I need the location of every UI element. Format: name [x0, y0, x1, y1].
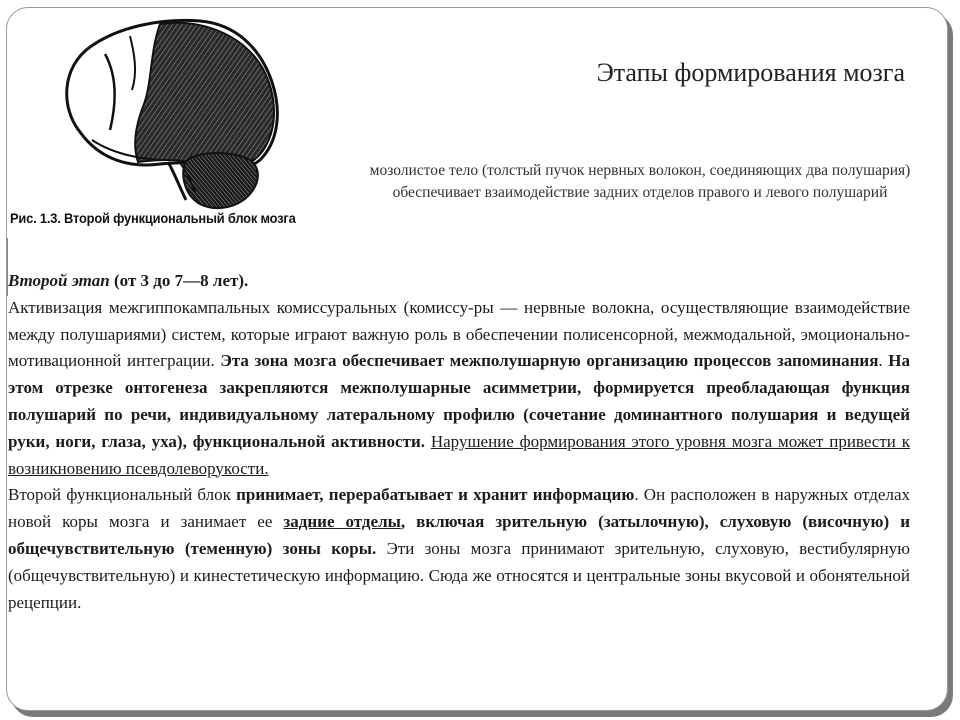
brain-figure	[10, 12, 340, 237]
stage-heading	[8, 268, 910, 295]
stage-period: (от 3 до 7—8 лет).	[109, 271, 249, 290]
main-text	[8, 268, 910, 616]
figure-caption: Рис. 1.3. Второй функциональный блок мозга	[10, 210, 296, 226]
p1-bold-1: Эта зона мозга обеспечивает межполушарную организацию процессов запоминания	[220, 351, 879, 371]
paragraph-2	[8, 482, 910, 616]
p2-bold-2: , включая зрительную (затылочную), слуховую (височную) и общечувствительную (теменную) зоны коры.	[8, 512, 910, 558]
p1-underlined: Нарушение формирования этого уровня мозга может привести к возникновению псевдолеворукости.	[8, 431, 910, 478]
p1-bold-2: На этом отрезке онтогенеза закрепляются межполушарные асимметрии, формируется преобладающая функция полушарий по речи, индивидуальному латеральному профилю (сочетание доминантного полушария и ведущей руки, ноги, глаза, уха), функциональной активности.	[8, 351, 910, 451]
p1-text-2: .	[878, 351, 889, 371]
p1-text-1: Активизация межгиппокампальных комиссуральных (комиссу-ры — нервные волокна, осуществляющие взаимодействие между полушариями) систем, которые играют важную роль в обеспечении полисенсорной, межмодальной, эмоционально-мотивационной интеграции.	[8, 297, 910, 371]
page-title: Этапы формирования мозга	[596, 58, 905, 87]
p2-bold-1: принимает, перерабатывает и хранит информацию	[236, 485, 635, 505]
corpus-callosum-note: мозолистое тело (толстый пучок нервных волокон, соединяющих два полушария) обеспечивает взаимодействие задних отделов правого и левого полушарий	[369, 162, 911, 201]
p2-text-1: Второй функциональный блок	[8, 485, 237, 505]
paragraph-1	[8, 295, 910, 483]
brain-drawing-icon	[10, 12, 340, 222]
p2-text-2: . Он расположен в наружных отделах новой коры мозга и занимает ее	[8, 485, 910, 532]
stage-label: Второй этап	[8, 271, 110, 290]
p2-bold-underlined: задние отделы	[283, 512, 401, 532]
p2-text-3: Эти зоны мозга принимают зрительную, слуховую, вестибулярную (общечувствительную) и кинестетическую информацию. Сюда же относятся и центральные зоны вкусовой и обонятельной рецепции.	[8, 538, 910, 612]
